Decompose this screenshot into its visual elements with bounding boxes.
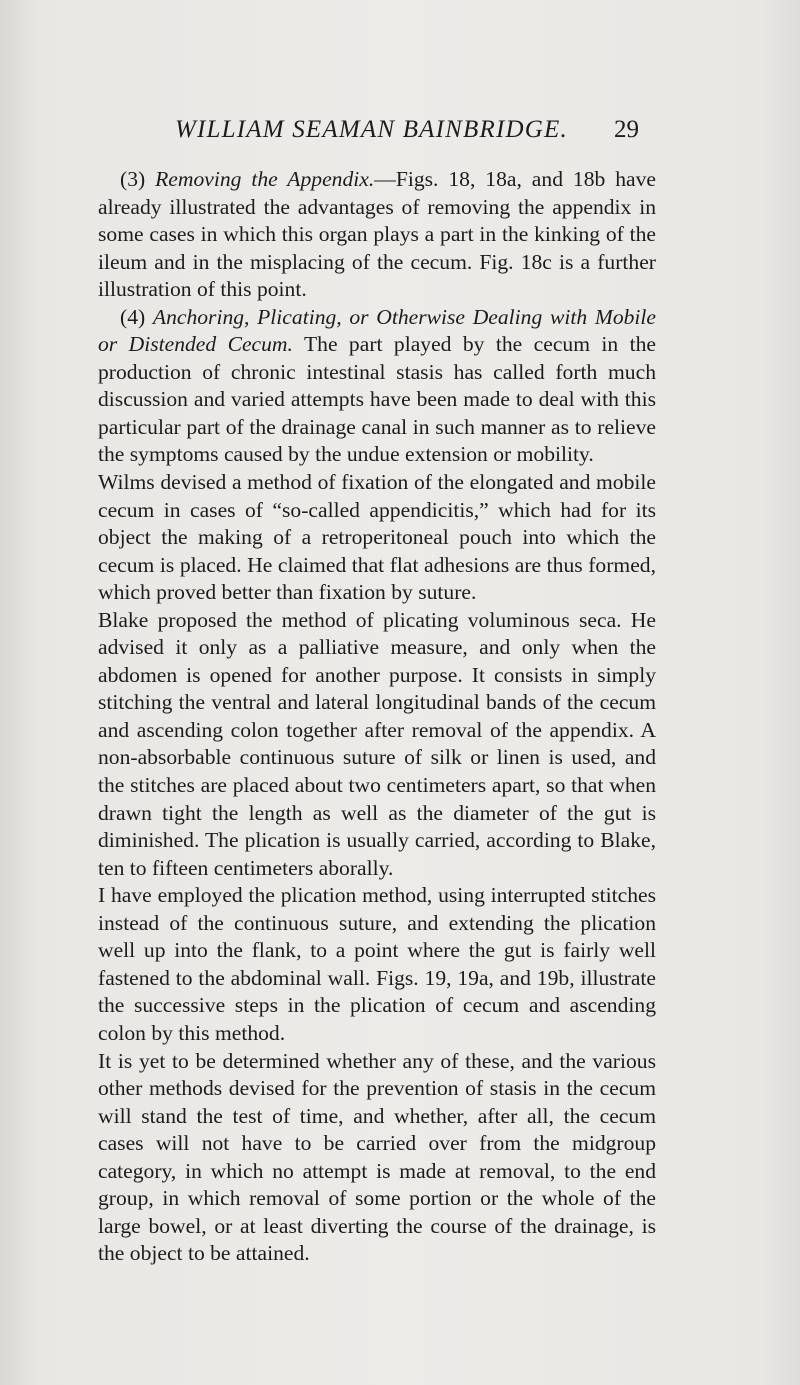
section-number: (4): [120, 304, 153, 329]
paragraph-text: The part played by the cecum in the production of chronic intestinal stasis has called forth much discussion and varied attempts have been made to deal with this particular part of the drainage canal in such manner as to relieve the symptoms caused by the undue extension or mobility.: [98, 332, 656, 467]
section-heading: Removing the Appendix.: [155, 167, 375, 191]
section-heading: Anchoring, Plicating, or Otherwise Dealing with Mobile or Distended Cecum.: [98, 304, 657, 357]
page-number: 29: [614, 116, 639, 143]
paragraph-wilms: [98, 469, 656, 607]
section-number: (3): [120, 167, 156, 191]
paragraph-conclusion: [98, 1048, 656, 1268]
paragraph-blake: [98, 607, 656, 882]
paragraph-anchoring-cecum: [98, 304, 656, 469]
body-text: [98, 166, 656, 1268]
paragraph-text: Blake proposed the method of plicating voluminous seca. He advised it only as a palliative measure, and only when the abdomen is opened for another purpose. It consists in simply stitching the ventral and lateral longitudinal bands of the cecum and ascending colon together after removal of the appendix. A non-absorbable continuous suture of silk or linen is used, and the stitches are placed about two centimeters apart, so that when drawn tight the length as well as the diameter of the gut is diminished. The plication is usually carried, according to Blake, ten to fifteen centimeters aborally.: [98, 607, 656, 880]
paragraph-text: —Figs. 18, 18a, and 18b have already illustrated the advantages of removing the appendix in some cases in which this organ plays a part in the kinking of the ileum and in the misplacing of the cecum. Fig. 18c is a further illustration of this point.: [98, 167, 656, 302]
running-title: WILLIAM SEAMAN BAINBRIDGE.: [175, 116, 568, 143]
page-header: [0, 110, 800, 150]
paragraph-text: Wilms devised a method of fixation of the elongated and mobile cecum in cases of “so-called appendicitis,” which had for its object the making of a retroperitoneal pouch into which the cecum is placed. He claimed that flat adhesions are thus formed, which proved better than fixation by suture.: [98, 470, 656, 605]
paragraph-plication-method: [98, 882, 656, 1047]
paragraph-text: I have employed the plication method, using interrupted stitches instead of the continuous suture, and extending the plication well up into the flank, to a point where the gut is fairly well fastened to the abdominal wall. Figs. 19, 19a, and 19b, illustrate the successive steps in the plication of cecum and ascending colon by this method.: [98, 883, 656, 1045]
paragraph-text: It is yet to be determined whether any of these, and the various other methods devised for the prevention of stasis in the cecum will stand the test of time, and whether, after all, the cecum cases will not have to be carried over from the midgroup category, in which no attempt is made at removal, to the end group, in which removal of some portion or the whole of the large bowel, or at least diverting the course of the drainage, is the object to be attained.: [98, 1048, 656, 1266]
paragraph-removing-appendix: [98, 166, 656, 304]
